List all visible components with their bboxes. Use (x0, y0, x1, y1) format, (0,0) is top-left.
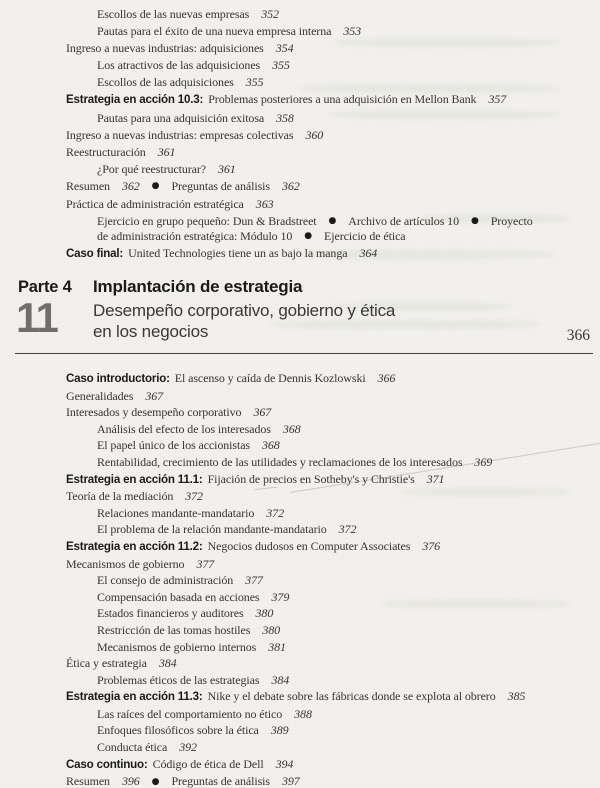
part-label: Parte 4 (18, 278, 72, 296)
entry-page: 368 (262, 438, 280, 453)
toc-entry (0, 371, 600, 387)
entry-text: Proyecto (490, 213, 533, 228)
toc-entry (0, 246, 600, 262)
entry-prefix: Caso final: (66, 247, 124, 261)
bullet-separator: ● (470, 216, 479, 227)
entry-page: 384 (271, 672, 290, 687)
toc-entry (0, 489, 600, 504)
entry-text: Negocios dudosos en Computer Associates (207, 538, 411, 553)
toc-entry (0, 740, 600, 755)
entry-prefix: Estrategia en acción 11.1: (66, 472, 203, 486)
toc-entry (0, 656, 600, 671)
entry-page: 388 (294, 706, 312, 721)
entry-page: 377 (245, 573, 263, 588)
chapter-title-line2: en los negocios (93, 321, 209, 341)
entry-prefix: Estrategia en acción 10.3: (66, 93, 204, 107)
entry-page: 352 (261, 7, 279, 21)
toc-entry (0, 640, 600, 655)
entry-text: Interesados y desempeño corporativo (66, 405, 242, 420)
entry-page: 396 (121, 774, 140, 788)
entry-page: 362 (121, 178, 140, 193)
entry-text: Compensación basada en acciones (97, 589, 260, 604)
entry-text: Problemas posteriores a una adquisición en Mellon Bank (208, 92, 477, 107)
entry-text: Ingreso a nuevas industrias: adquisiciones (66, 41, 264, 56)
heading-rule (15, 353, 593, 354)
bullet-separator: ● (151, 776, 160, 787)
entry-page: 380 (255, 606, 274, 621)
entry-page: 355 (245, 75, 264, 90)
toc-entry (0, 707, 600, 722)
entry-text: Análisis del efecto de los interesados (97, 421, 271, 436)
entry-text: Las raíces del comportamiento no ético (97, 706, 283, 721)
entry-text: Rentabilidad, crecimiento de las utilidades y reclamaciones de los interesados (97, 454, 463, 469)
entry-prefix: Estrategia en acción 11.3: (66, 690, 203, 704)
entry-text: Pautas para el éxito de una nueva empresa interna (97, 24, 332, 39)
entry-text: Mecanismos de gobierno (66, 556, 185, 571)
toc-entry (0, 438, 600, 453)
chapter-11-toc-block (0, 371, 600, 788)
entry-page: 372 (266, 505, 284, 520)
entry-text: United Technologies tiene un as bajo la manga (128, 246, 348, 261)
toc-entry (0, 506, 600, 521)
toc-entry (0, 179, 600, 194)
bullet-separator: ● (304, 231, 313, 242)
toc-entry (0, 128, 600, 143)
entry-text: Nike y el debate sobre las fábricas donde se explota al obrero (207, 689, 496, 704)
toc-entry (0, 92, 600, 108)
entry-page: 367 (145, 388, 164, 403)
toc-entry (0, 58, 600, 73)
entry-page: 392 (179, 740, 197, 755)
entry-page: 380 (262, 622, 281, 637)
entry-page: 376 (422, 538, 441, 553)
toc-entry (0, 590, 600, 605)
entry-text: Práctica de administración estratégica (66, 196, 244, 211)
entry-page: 362 (281, 178, 300, 193)
toc-entry (0, 539, 600, 555)
entry-prefix: Caso continuo: (66, 757, 148, 771)
entry-page: 358 (276, 110, 294, 125)
toc-entry (0, 774, 600, 788)
part-title: Implantación de estrategia (93, 277, 303, 296)
entry-page: 363 (255, 196, 274, 211)
entry-text: Relaciones mandante-mandatario (97, 505, 255, 520)
chapter-page-number: 366 (566, 327, 590, 344)
entry-text: Conducta ética (97, 740, 168, 755)
entry-text: Resumen (66, 774, 110, 788)
chapter-title-line1: Desempeño corporativo, gobierno y ética (93, 301, 396, 320)
entry-page: 366 (377, 371, 396, 385)
entry-text: Pautas para una adquisición exitosa (97, 110, 265, 125)
toc-entry (0, 522, 600, 537)
toc-entry (0, 389, 600, 404)
entry-text: Enfoques filosóficos sobre la ética (97, 723, 259, 738)
entry-page: 394 (275, 756, 294, 771)
toc-entry (0, 24, 600, 39)
entry-text: Ingreso a nuevas industrias: empresas colectivas (66, 127, 294, 142)
toc-entry (0, 422, 600, 437)
bullet-separator: ● (328, 216, 337, 227)
toc-entry (0, 75, 600, 90)
toc-entry (0, 472, 600, 488)
scan-smudge (270, 320, 540, 329)
toc-entry (0, 162, 600, 177)
entry-page: 384 (158, 656, 177, 671)
toc-entry (0, 673, 600, 688)
entry-page: 361 (217, 161, 236, 176)
entry-page: 379 (271, 589, 290, 604)
entry-page: 353 (343, 24, 362, 39)
toc-entry (0, 606, 600, 621)
entry-page: 368 (282, 421, 301, 436)
entry-text: Estados financieros y auditores (97, 606, 244, 621)
entry-page: 367 (253, 405, 272, 420)
entry-text: El papel único de los accionistas (97, 438, 250, 453)
entry-text: Teoría de la mediación (66, 489, 174, 504)
entry-page: 364 (359, 246, 378, 261)
entry-page: 372 (185, 489, 203, 504)
entry-page: 357 (488, 92, 507, 107)
toc-entry (0, 214, 600, 244)
toc-entry (0, 557, 600, 572)
toc-entry (0, 111, 600, 126)
entry-text: Mecanismos de gobierno internos (97, 639, 257, 654)
toc-entry (0, 455, 600, 470)
toc-entry (0, 623, 600, 638)
entry-page: 397 (281, 774, 300, 788)
entry-page: 355 (272, 58, 290, 73)
entry-text: Preguntas de análisis (171, 774, 270, 788)
toc-entry (0, 405, 600, 420)
entry-prefix: Estrategia en acción 11.2: (66, 539, 203, 553)
entry-prefix: Caso introductorio: (66, 372, 170, 385)
toc-entry (0, 573, 600, 588)
entry-text: Problemas éticos de las estrategias (97, 672, 260, 687)
entry-text: El ascenso y caída de Dennis Kozlowski (174, 371, 366, 385)
entry-text: Resumen (66, 178, 110, 193)
entry-text: Ejercicio de ética (324, 228, 406, 243)
entry-page: 372 (338, 522, 357, 537)
toc-entry (0, 757, 600, 773)
toc-entry (0, 197, 600, 212)
entry-text: ¿Por qué reestructurar? (97, 161, 206, 176)
entry-text: Reestructuración (66, 144, 146, 159)
entry-text: Ejercicio en grupo pequeño: Dun & Bradstreet (97, 213, 317, 228)
entry-page: 385 (507, 689, 526, 704)
bullet-separator: ● (151, 181, 160, 192)
entry-text: Ética y estrategia (66, 656, 147, 671)
entry-text: Generalidades (66, 388, 134, 403)
toc-entry (0, 689, 600, 705)
scan-smudge (330, 302, 510, 311)
entry-text: Preguntas de análisis (171, 178, 270, 193)
chapter-number: 11 (16, 294, 58, 341)
toc-entry (0, 41, 600, 56)
entry-page: 369 (474, 454, 493, 469)
entry-page: 360 (305, 127, 324, 142)
entry-page: 389 (270, 723, 289, 738)
entry-text: El consejo de administración (97, 573, 234, 588)
toc-entry (0, 723, 600, 738)
entry-text: Fijación de precios en Sotheby's y Christie's (207, 471, 415, 486)
toc-entry (0, 145, 600, 160)
entry-text: Archivo de artículos 10 (348, 213, 459, 228)
entry-page: 361 (157, 144, 176, 159)
entry-text: de administración estratégica: Módulo 10 (97, 228, 293, 243)
chapter-10-toc-block (0, 7, 600, 264)
entry-text: Los atractivos de las adquisiciones (97, 58, 261, 73)
entry-text: Restricción de las tomas hostiles (97, 622, 251, 637)
entry-page: 377 (196, 556, 215, 571)
entry-page: 354 (275, 41, 294, 56)
entry-text: El problema de la relación mandante-mandatario (97, 522, 327, 537)
toc-entry (0, 7, 600, 22)
entry-text: Escollos de las adquisiciones (97, 75, 234, 90)
entry-page: 371 (426, 471, 445, 486)
entry-text: Escollos de las nuevas empresas (97, 7, 250, 21)
entry-page: 381 (268, 639, 286, 654)
entry-text: Código de ética de Dell (152, 756, 264, 771)
